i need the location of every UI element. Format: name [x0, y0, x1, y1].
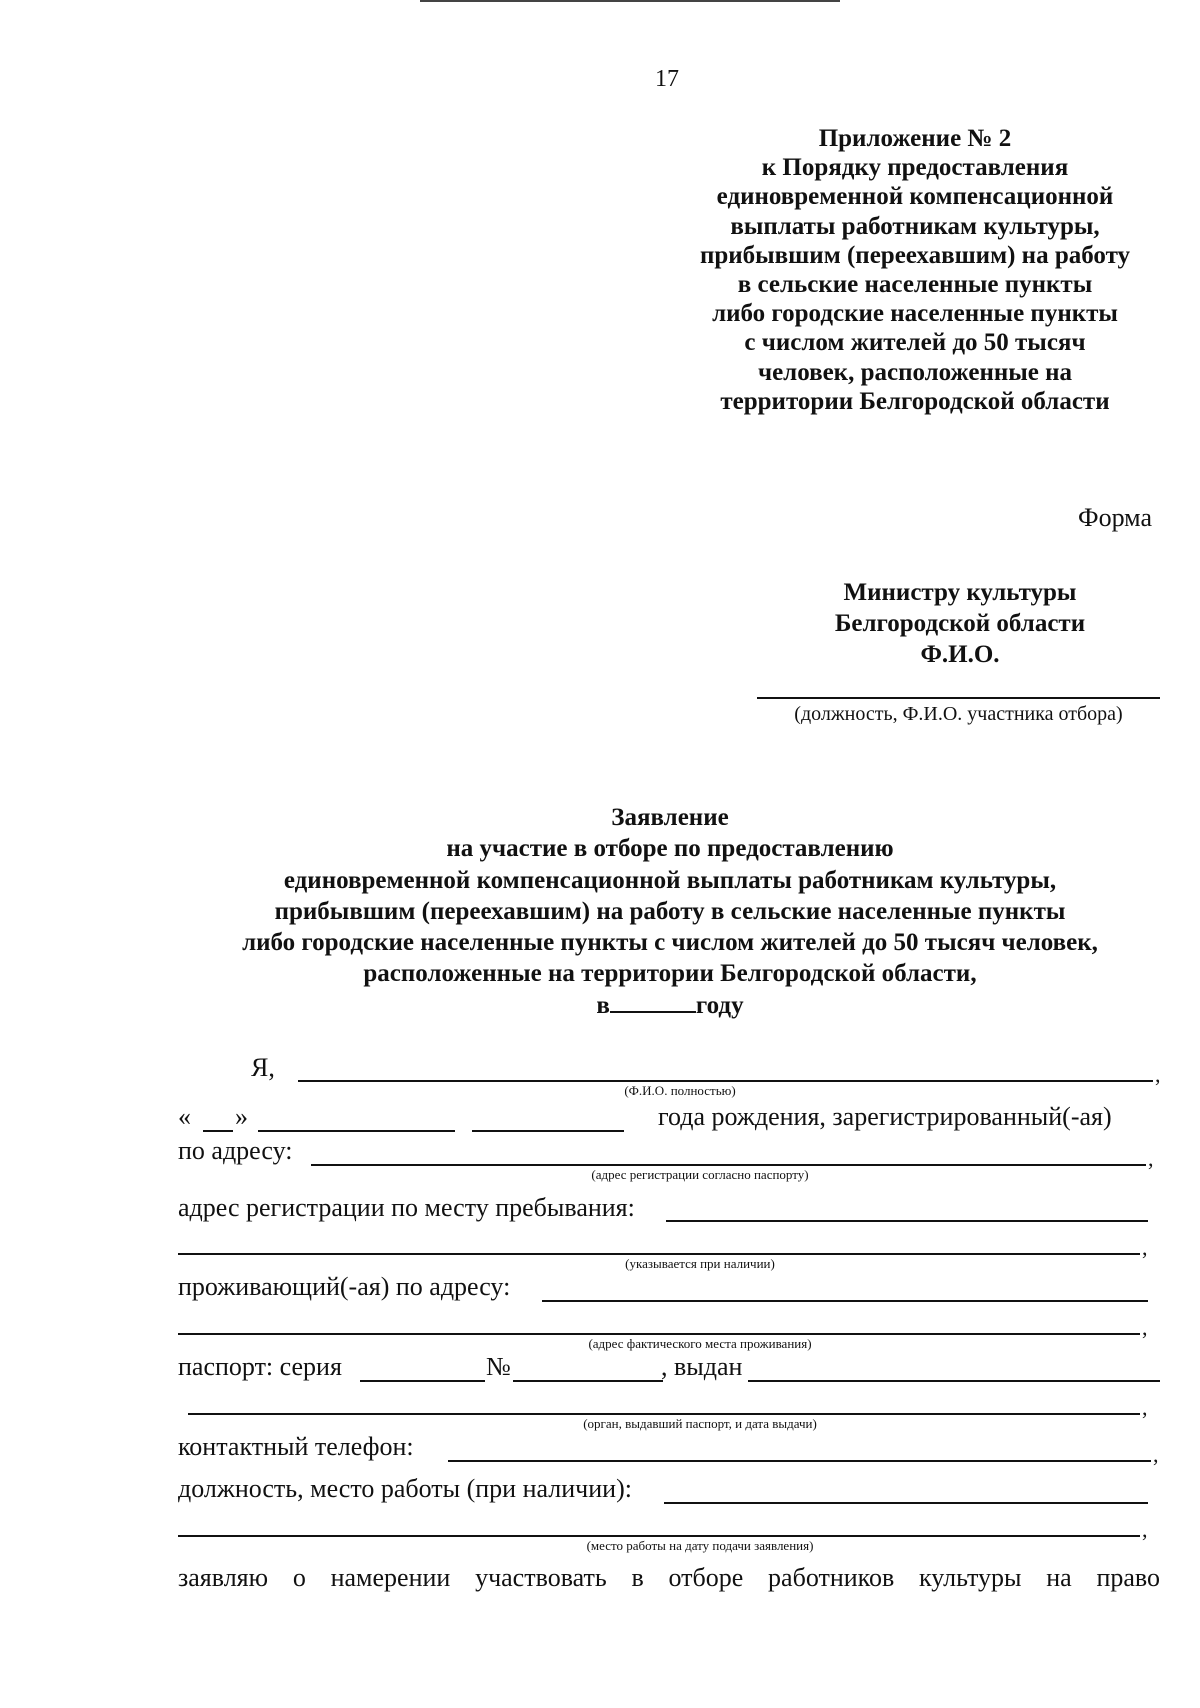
residing-field-continued[interactable] [178, 1333, 1140, 1335]
stay-label: адрес регистрации по месту пребывания: [178, 1193, 635, 1222]
annex-line: к Порядку предоставления [761, 154, 1069, 182]
passport-issued-label: , выдан [661, 1352, 743, 1381]
year-field[interactable] [610, 1010, 696, 1013]
fio-caption: (Ф.И.О. полностью) [624, 1083, 736, 1098]
title-line: расположенные на территории Белгородской области, [363, 960, 977, 988]
passport-number-field[interactable] [513, 1380, 663, 1382]
comma: , [1155, 1062, 1161, 1087]
comma: , [1153, 1442, 1159, 1467]
year-prefix: в [596, 991, 610, 1019]
residing-label: проживающий(-ая) по адресу: [178, 1272, 511, 1301]
comma: , [1142, 1517, 1148, 1542]
birth-month-field[interactable] [258, 1130, 455, 1132]
application-title [140, 802, 1200, 1021]
job-field[interactable] [664, 1502, 1148, 1504]
job-caption: (место работы на дату подачи заявления) [586, 1538, 814, 1553]
i-label: Я, [251, 1053, 275, 1082]
title-line: единовременной компенсационной выплаты работникам культуры, [283, 866, 1057, 894]
addressee-line: Ф.И.О. [920, 641, 1000, 668]
form-label: Форма [1078, 503, 1152, 532]
addressee-block [760, 577, 1160, 670]
comma: , [1142, 1395, 1148, 1420]
annex-header [660, 124, 1170, 416]
title-line: прибывшим (переехавшим) на работу в сельские населенные пункты [274, 897, 1066, 925]
passport-issued-field[interactable] [748, 1380, 1160, 1382]
phone-field[interactable] [448, 1460, 1151, 1462]
annex-line: прибывшим (переехавшим) на работу [699, 241, 1131, 269]
stay-field-continued[interactable] [178, 1253, 1140, 1255]
page-number: 17 [655, 66, 679, 92]
address-label: по адресу: [178, 1136, 293, 1165]
birth-day-field[interactable] [203, 1130, 233, 1132]
passport-caption: (орган, выдавший паспорт, и дата выдачи) [583, 1416, 817, 1431]
addressee-line: Белгородской области [834, 610, 1086, 637]
address-field[interactable] [311, 1164, 1146, 1166]
title-line: либо городские населенные пункты с числом жителей до 50 тысяч человек, [242, 929, 1098, 957]
stay-field[interactable] [666, 1220, 1148, 1222]
annex-line: территории Белгородской области [720, 387, 1110, 415]
annex-line: в сельские населенные пункты [737, 271, 1093, 299]
annex-line: выплаты работникам культуры, [730, 212, 1100, 240]
residing-caption: (адрес фактического места проживания) [588, 1336, 812, 1351]
comma: , [1142, 1315, 1148, 1340]
fio-field[interactable] [298, 1080, 1153, 1082]
top-border-line [420, 0, 840, 2]
comma: , [1148, 1146, 1154, 1171]
address-caption: (адрес регистрации согласно паспорту) [591, 1167, 809, 1182]
quote-open: « [178, 1102, 191, 1131]
addressee-line: Министру культуры [843, 579, 1077, 606]
residing-field[interactable] [542, 1300, 1148, 1302]
stay-caption: (указывается при наличии) [625, 1256, 775, 1271]
annex-line: с числом жителей до 50 тысяч [744, 329, 1086, 357]
annex-line: человек, расположенные на [757, 358, 1073, 386]
comma: , [1142, 1235, 1148, 1260]
passport-number-label: № [486, 1352, 511, 1381]
year-suffix: году [695, 991, 744, 1019]
declaration-text: заявляю о намерении участвовать в отборе работников культуры на право [178, 1563, 1160, 1592]
quote-close: » [235, 1102, 248, 1131]
title-line: Заявление [611, 804, 729, 831]
job-label: должность, место работы (при наличии): [178, 1474, 632, 1503]
birth-text: года рождения, зарегистрированный(-ая) [658, 1102, 1112, 1131]
title-line: на участие в отборе по предоставлению [446, 835, 894, 863]
birth-year-field[interactable] [472, 1130, 624, 1132]
annex-line: Приложение № 2 [818, 125, 1012, 152]
job-field-continued[interactable] [178, 1535, 1140, 1537]
annex-line: либо городские населенные пункты [712, 300, 1118, 328]
phone-label: контактный телефон: [178, 1432, 414, 1461]
passport-series-field[interactable] [360, 1380, 485, 1382]
applicant-signature-line[interactable] [757, 697, 1160, 699]
passport-series-label: паспорт: серия [178, 1352, 342, 1381]
annex-line: единовременной компенсационной [716, 183, 1114, 211]
passport-issued-field-continued[interactable] [188, 1413, 1140, 1415]
applicant-caption: (должность, Ф.И.О. участника отбора) [794, 703, 1123, 725]
title-year-line [140, 990, 1200, 1021]
